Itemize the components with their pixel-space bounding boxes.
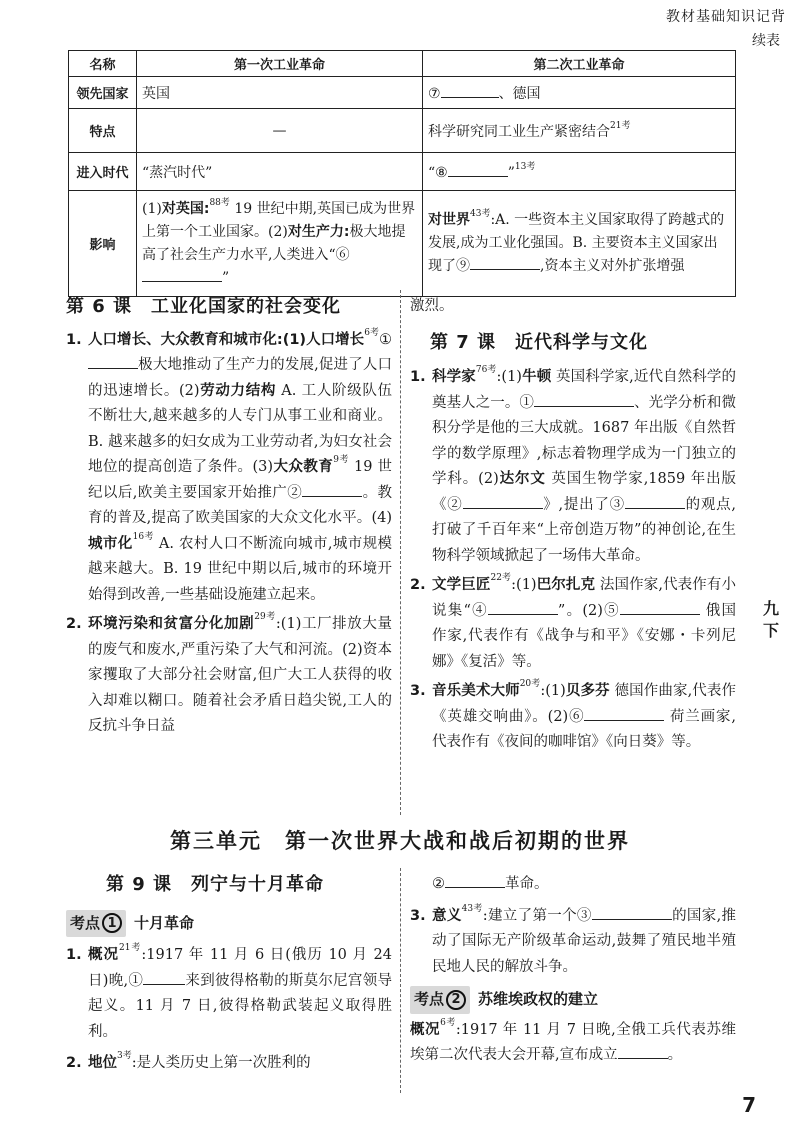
table-header: 名称 xyxy=(69,51,137,77)
cell-text: “⑧ xyxy=(428,165,448,181)
item-text: 19 世纪以后,欧美主要国家开始推广② xyxy=(88,459,392,501)
item-text: 的国家,推动了国际无产阶级革命运动,鼓舞了殖民地半殖民地人民的解放斗争。 xyxy=(432,907,737,975)
fill-blank[interactable] xyxy=(448,162,508,177)
item-heading: 科学家 xyxy=(432,369,476,385)
key-point-title: 十月革命 xyxy=(134,913,195,932)
item-number: 1. xyxy=(410,369,426,385)
fill-blank[interactable] xyxy=(618,1044,668,1059)
item-text: 荷兰画家,代表作有《夜间的咖啡馆》《向日葵》等。 xyxy=(432,708,736,750)
column-divider xyxy=(400,868,401,1093)
lesson6-title: 第 6 课 工业化国家的社会变化 xyxy=(66,296,342,317)
item-heading: 地位 xyxy=(88,1055,117,1071)
item-heading: 概况 xyxy=(88,947,119,963)
item-text: :1917 年 11 月 6 日(俄历 10 月 24 日)晚,① xyxy=(88,947,393,989)
item-keyword: 人口增长 xyxy=(306,331,365,348)
exam-count: 20考 xyxy=(519,679,541,689)
exam-count: 6考 xyxy=(440,1017,456,1028)
cell-text: 科学研究同工业生产紧密结合 xyxy=(428,123,610,140)
row-label: 领先国家 xyxy=(69,77,137,109)
row-label: 进入时代 xyxy=(69,153,137,191)
item-text: 俄国作家,代表作有《战争与和平》《安娜・卡列尼娜》《复活》等。 xyxy=(432,602,737,670)
fill-blank[interactable] xyxy=(463,494,543,509)
item-text: 英国科学家,近代自然科学的奠基人之一。① xyxy=(432,369,737,411)
table-continued-label: 续表 xyxy=(752,33,780,49)
item-number: 2. xyxy=(66,1055,82,1071)
table-cell: “蒸汽时代” xyxy=(137,153,423,191)
exam-count: 6考 xyxy=(364,327,379,338)
exam-count: 43考 xyxy=(461,903,483,914)
fill-blank[interactable] xyxy=(88,354,138,369)
list-item xyxy=(66,612,392,740)
item-text: 。教育的普及,提高了欧美国家的大众文化水平。(4) xyxy=(88,484,393,526)
item-text: 。 xyxy=(667,1047,683,1063)
key-point-title: 苏维埃政权的建立 xyxy=(478,990,599,1008)
item-text: 》,提出了③ xyxy=(542,496,625,513)
grade-tab: 九下 xyxy=(762,599,779,640)
key-point-label: 考点 xyxy=(70,913,101,932)
list-item xyxy=(410,573,736,675)
lesson7-title: 第 7 课 近代科学与文化 xyxy=(430,331,649,353)
cell-keyword: 对英国: xyxy=(161,200,210,217)
exam-count: 22考 xyxy=(490,573,512,583)
fill-blank[interactable] xyxy=(470,255,540,270)
list-item xyxy=(66,943,392,1045)
cell-text: ” xyxy=(222,269,230,286)
list-item xyxy=(410,365,736,569)
item-text: 、光学分析和微积分学是他的三大成就。1687 年出版《自然哲学的数学原理》,标志着物理学成为一门独立的学科。(2) xyxy=(432,394,736,487)
fill-blank[interactable] xyxy=(620,600,700,615)
key-point-header xyxy=(410,986,736,1014)
table-cell: — xyxy=(137,109,423,153)
item-text: ”。(2)⑤ xyxy=(557,602,620,619)
fill-blank[interactable] xyxy=(143,970,185,985)
fill-blank[interactable] xyxy=(142,267,222,282)
item-text: 英国生物学家,1859 年出版《② xyxy=(432,471,737,513)
page-number: 7 xyxy=(742,1093,756,1117)
lesson9-title: 第 9 课 列宁与十月革命 xyxy=(106,874,325,895)
fill-blank[interactable] xyxy=(445,873,505,888)
item-text: 法国作家,代表作有小说集“④ xyxy=(432,577,737,619)
item-text: 来到彼得格勒的斯莫尔尼宫领导起义。11 月 7 日,彼得格勒武装起义取得胜利。 xyxy=(88,972,392,1040)
row-label: 特点 xyxy=(69,109,137,153)
exam-count: 16考 xyxy=(132,531,154,542)
item-text: :(1) xyxy=(511,577,537,593)
table-header: 第二次工业革命 xyxy=(423,51,736,77)
cell-text: (1) xyxy=(142,200,162,217)
item-text: :(1)工厂排放大量的废气和废水,严重污染了大气和河流。(2)资本家攫取了大部分社会财富,但广大工人获得的收入却难以糊口。随着社会矛盾日趋尖锐,工人的反抗斗争日益 xyxy=(88,616,393,734)
exam-count: 76考 xyxy=(475,365,497,375)
item-keyword: 牛顿 xyxy=(521,369,552,385)
fill-blank[interactable] xyxy=(488,600,558,615)
book-header-title: 教材基础知识记背 xyxy=(666,9,786,25)
list-item xyxy=(410,904,736,981)
fill-blank[interactable] xyxy=(534,392,634,407)
lesson6-column xyxy=(66,294,392,740)
table-cell xyxy=(423,109,736,153)
exam-count: 13考 xyxy=(514,162,536,172)
exam-count: 9考 xyxy=(333,455,349,465)
table-cell xyxy=(423,191,736,297)
item-text: :建立了第一个③ xyxy=(482,907,592,924)
item-text: 革命。 xyxy=(505,876,549,892)
table-row xyxy=(69,77,736,109)
table-row xyxy=(69,191,736,297)
fill-blank[interactable] xyxy=(302,482,362,497)
fill-blank[interactable] xyxy=(584,706,664,721)
item-text: :(1) xyxy=(540,683,566,699)
table-cell: 英国 xyxy=(137,77,423,109)
cell-text: ,资本主义对外扩张增强 xyxy=(540,258,685,274)
cell-text: 、德国 xyxy=(498,85,541,102)
column-divider xyxy=(400,290,401,815)
industrial-revolution-table xyxy=(68,50,736,297)
key-point-badge xyxy=(66,910,126,938)
lesson9-right-column xyxy=(410,872,736,1069)
item-text: :(1) xyxy=(496,369,522,385)
lesson7-column xyxy=(410,294,736,756)
item-keyword: 劳动力结构 xyxy=(199,382,277,399)
item-heading: 环境污染和贫富分化加剧 xyxy=(88,616,255,632)
item-keyword: 巴尔扎克 xyxy=(536,577,596,593)
blank-number: ① xyxy=(379,331,392,348)
item-number: 2. xyxy=(66,616,82,632)
exam-count: 21考 xyxy=(610,120,631,131)
exam-count: 88考 xyxy=(209,197,230,208)
cell-text: 极大地提高了社会生产力水平,人类进入“⑥ xyxy=(142,223,406,263)
fill-blank[interactable] xyxy=(625,494,685,509)
item-keyword: 达尔文 xyxy=(498,471,546,487)
row-label: 影响 xyxy=(69,191,137,297)
continued-text xyxy=(410,872,736,898)
item-text: :1917 年 11 月 7 日晚,全俄工兵代表苏维埃第二次代表大会开幕,宣布成立 xyxy=(410,1021,736,1063)
item-number: 1. xyxy=(66,947,82,963)
cell-text: ” xyxy=(507,165,515,181)
item-text: :是人类历史上第一次胜利的 xyxy=(131,1055,311,1071)
unit-title: 第三单元 第一次世界大战和战后初期的世界 xyxy=(170,829,630,853)
item-text: 极大地推动了生产力的发展,促进了人口的迅速增长。(2) xyxy=(88,357,392,399)
paragraph xyxy=(410,1018,736,1069)
item-number: 2. xyxy=(410,577,426,593)
table-header-row xyxy=(69,51,736,77)
key-point-number: 1 xyxy=(102,913,122,933)
table-cell xyxy=(137,191,423,297)
item-text: A. 工人阶级队伍不断壮大,越来越多的人专门从事工业和商业。B. 越来越多的妇女成为工业劳动者,为妇女社会地位的提高创造了条件。(3) xyxy=(88,382,392,475)
cell-text: :A. 一些资本主义国家取得了跨越式的发展,成为工业化强国。B. 主要资本主义国家出现了⑨ xyxy=(428,212,725,274)
exam-count: 29考 xyxy=(254,612,276,622)
item-heading: 人口增长、大众教育和城市化:(1) xyxy=(88,331,307,348)
item-heading: 概况 xyxy=(410,1021,441,1038)
key-point-badge xyxy=(410,986,470,1014)
cell-keyword: 对生产力: xyxy=(287,223,350,240)
list-item xyxy=(410,679,736,756)
item-text: A. 农村人口不断流向城市,城市规模越来越大。B. 19 世纪中期以后,城市的环境开始得到改善,一些基础设施建立起来。 xyxy=(88,535,393,603)
item-keyword: 城市化 xyxy=(88,535,133,552)
list-item xyxy=(66,1051,392,1077)
key-point-number: 2 xyxy=(446,990,466,1010)
item-heading: 意义 xyxy=(432,907,462,924)
item-number: 1. xyxy=(66,331,82,348)
cell-keyword: 对世界 xyxy=(428,212,470,228)
cell-text: 19 世纪中期,英国已成为世界上第一个工业国家。(2) xyxy=(142,200,416,240)
blank-number: ② xyxy=(432,876,445,892)
item-text: 德国作曲家,代表作《英雄交响曲》。(2)⑥ xyxy=(432,683,737,725)
item-keyword: 大众教育 xyxy=(273,459,334,475)
item-heading: 音乐美术大师 xyxy=(432,683,520,699)
continued-text: 激烈。 xyxy=(410,298,454,314)
item-text: 的观点,打破了千百年来“上帝创造万物”的神创论,在生物科学领域掀起了一场伟大革命。 xyxy=(432,496,737,564)
item-number: 3. xyxy=(410,907,426,924)
item-heading: 文学巨匠 xyxy=(432,577,491,593)
item-number: 3. xyxy=(410,683,426,699)
blank-number: ⑦ xyxy=(428,85,441,102)
fill-blank[interactable] xyxy=(441,83,499,98)
exam-count: 43考 xyxy=(470,209,491,219)
table-row xyxy=(69,153,736,191)
key-point-label: 考点 xyxy=(414,990,445,1008)
table-row xyxy=(69,109,736,153)
exam-count: 3考 xyxy=(117,1051,132,1061)
fill-blank[interactable] xyxy=(592,905,672,920)
lesson9-left-column xyxy=(66,872,392,1077)
item-keyword: 贝多芬 xyxy=(565,683,610,699)
list-item xyxy=(66,328,392,609)
key-point-header xyxy=(66,910,392,938)
table-cell xyxy=(423,77,736,109)
exam-count: 21考 xyxy=(118,943,142,953)
table-header: 第一次工业革命 xyxy=(137,51,423,77)
table-cell xyxy=(423,153,736,191)
